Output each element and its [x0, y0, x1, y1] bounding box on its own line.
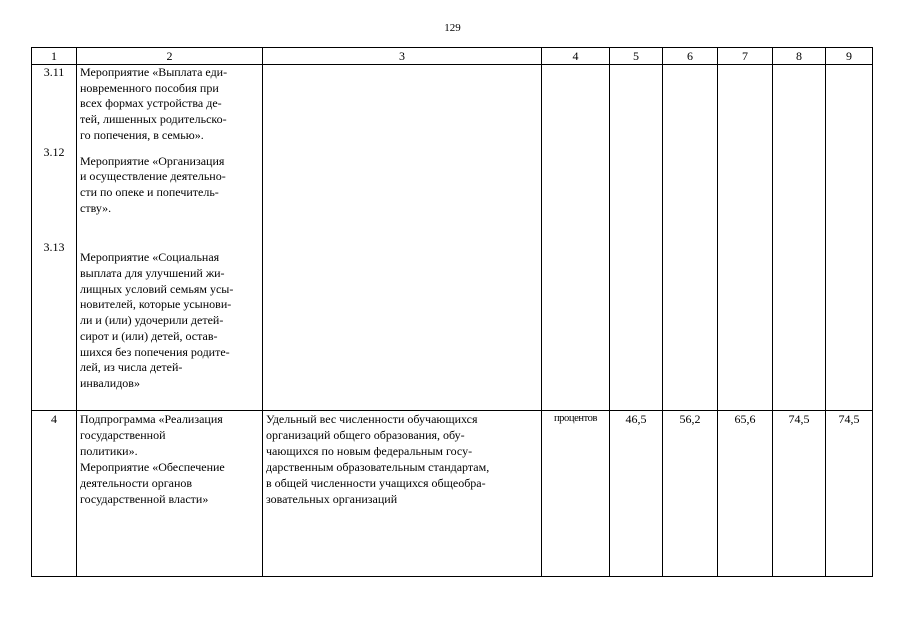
value-col-9: 74,5 — [826, 411, 873, 577]
value-col-5: 46,5 — [610, 411, 663, 577]
column-header-1: 1 — [32, 48, 77, 65]
column-header-8: 8 — [773, 48, 826, 65]
column-header-9: 9 — [826, 48, 873, 65]
value-cell — [663, 65, 718, 411]
indicator-text: Удельный вес численности обучающихся организаций общего образования, обу- чающихся по новым федеральным госу- дарственным образовательным стандартам, в общей численности учащихся общеобра- зовательных организаций — [263, 411, 542, 577]
unit-text: процентов — [542, 411, 610, 577]
column-header-5: 5 — [610, 48, 663, 65]
value-cell — [826, 65, 873, 411]
table-row — [32, 65, 873, 411]
unit-cell — [542, 65, 610, 411]
value-col-8: 74,5 — [773, 411, 826, 577]
column-header-6: 6 — [663, 48, 718, 65]
value-col-7: 65,6 — [718, 411, 773, 577]
indicator-cell — [263, 65, 542, 411]
indicators-table — [31, 47, 873, 577]
row-number: 3.11 — [43, 65, 65, 79]
header-row — [32, 48, 873, 65]
row-number: 4 — [32, 411, 77, 577]
measure-text: Мероприятие «Выплата еди- новременного пособия при всех формах устройства де- тей, лишенных родительско- го попечения, в семью». — [80, 65, 228, 142]
row-number: 3.13 — [43, 240, 65, 255]
row-numbers-cell — [32, 65, 77, 411]
page-number: 129 — [444, 22, 461, 34]
column-header-7: 7 — [718, 48, 773, 65]
value-cell — [773, 65, 826, 411]
measure-text: Мероприятие «Социальная выплата для улучшений жи- лищных условий семьям усы- новителей, которые усынови- ли и (или) удочерили детей- сирот и (или) детей, остав- шихся без попечения родите- лей, из числа детей- инвалидов» — [80, 250, 234, 390]
measure-text: Мероприятие «Организация и осуществление деятельно- сти по опеке и попечитель- ству». — [80, 153, 226, 215]
row-number: 3.12 — [43, 144, 65, 159]
column-header-4: 4 — [542, 48, 610, 65]
subprogram-name: Подпрограмма «Реализация государственной политики». Мероприятие «Обеспечение деятельности органов государственной власти» — [77, 411, 263, 577]
table-row — [32, 411, 873, 577]
column-header-2: 2 — [77, 48, 263, 65]
value-cell — [718, 65, 773, 411]
value-col-6: 56,2 — [663, 411, 718, 577]
value-cell — [610, 65, 663, 411]
measures-cell — [77, 65, 263, 411]
column-header-3: 3 — [263, 48, 542, 65]
